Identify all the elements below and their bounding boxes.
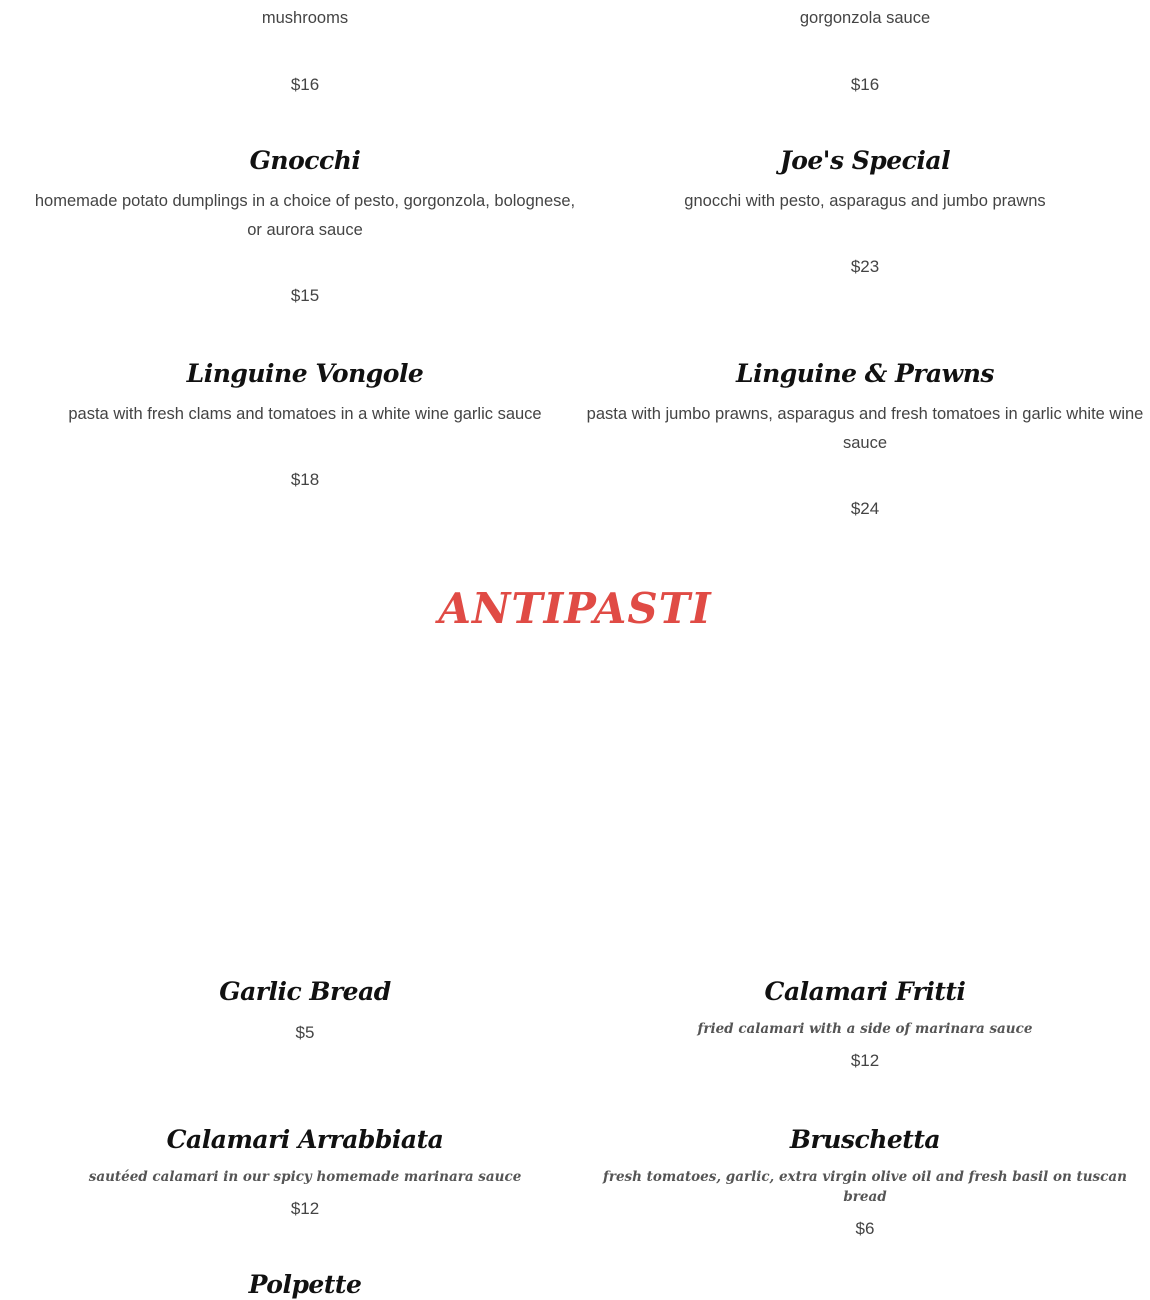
item-price: $16: [290, 75, 320, 94]
item-description: mushrooms: [261, 9, 349, 27]
item-description: fried calamari with a side of marinara sauce: [697, 1021, 1033, 1037]
item-name: Garlic Bread: [219, 977, 391, 1006]
item-description: fresh tomatoes, garlic, extra virgin olive oil and fresh basil on tuscan bread: [603, 1169, 1127, 1205]
item-name: Bruschetta: [789, 1125, 941, 1154]
menu-item-polpette: [25, 1270, 585, 1300]
item-name: Polpette: [248, 1270, 362, 1299]
section-title-antipasti: ANTIPASTI: [438, 584, 712, 633]
menu-item-calamari-fritti: [585, 977, 1145, 1072]
menu-item-joes-special: [585, 146, 1145, 278]
item-price: $12: [290, 1199, 320, 1218]
menu-item-calamari-arrabbiata: [25, 1125, 585, 1220]
item-description: pasta with fresh clams and tomatoes in a white wine garlic sauce: [68, 405, 542, 423]
menu-item-linguine-vongole: [25, 359, 585, 491]
item-price: $16: [850, 75, 880, 94]
item-price: $15: [290, 286, 320, 305]
item-name: Joe's Special: [779, 146, 951, 175]
menu-item-partial-left: [25, 4, 585, 96]
item-price: $6: [855, 1219, 875, 1238]
item-description: sautéed calamari in our spicy homemade marinara sauce: [88, 1169, 522, 1185]
item-description: pasta with jumbo prawns, asparagus and fresh tomatoes in garlic white wine sauce: [586, 405, 1144, 452]
menu-item-garlic-bread: [25, 977, 585, 1044]
item-price: $18: [290, 470, 320, 489]
menu-item-bruschetta: [585, 1125, 1145, 1240]
menu-item-partial-right: [585, 4, 1145, 96]
item-description: gorgonzola sauce: [799, 9, 931, 27]
menu-item-linguine-prawns: [585, 359, 1145, 520]
item-price: $12: [850, 1051, 880, 1070]
item-description: homemade potato dumplings in a choice of pesto, gorgonzola, bolognese, or aurora sauce: [34, 192, 576, 239]
item-name: Gnocchi: [249, 146, 361, 175]
item-description: gnocchi with pesto, asparagus and jumbo prawns: [684, 192, 1046, 210]
item-name: Linguine & Prawns: [736, 359, 994, 388]
item-price: $5: [295, 1023, 315, 1042]
item-price: $24: [850, 499, 880, 518]
item-name: Linguine Vongole: [186, 359, 424, 388]
menu-item-gnocchi: [25, 146, 585, 307]
item-price: $23: [850, 257, 880, 276]
item-name: Calamari Fritti: [764, 977, 966, 1006]
item-name: Calamari Arrabbiata: [166, 1125, 444, 1154]
